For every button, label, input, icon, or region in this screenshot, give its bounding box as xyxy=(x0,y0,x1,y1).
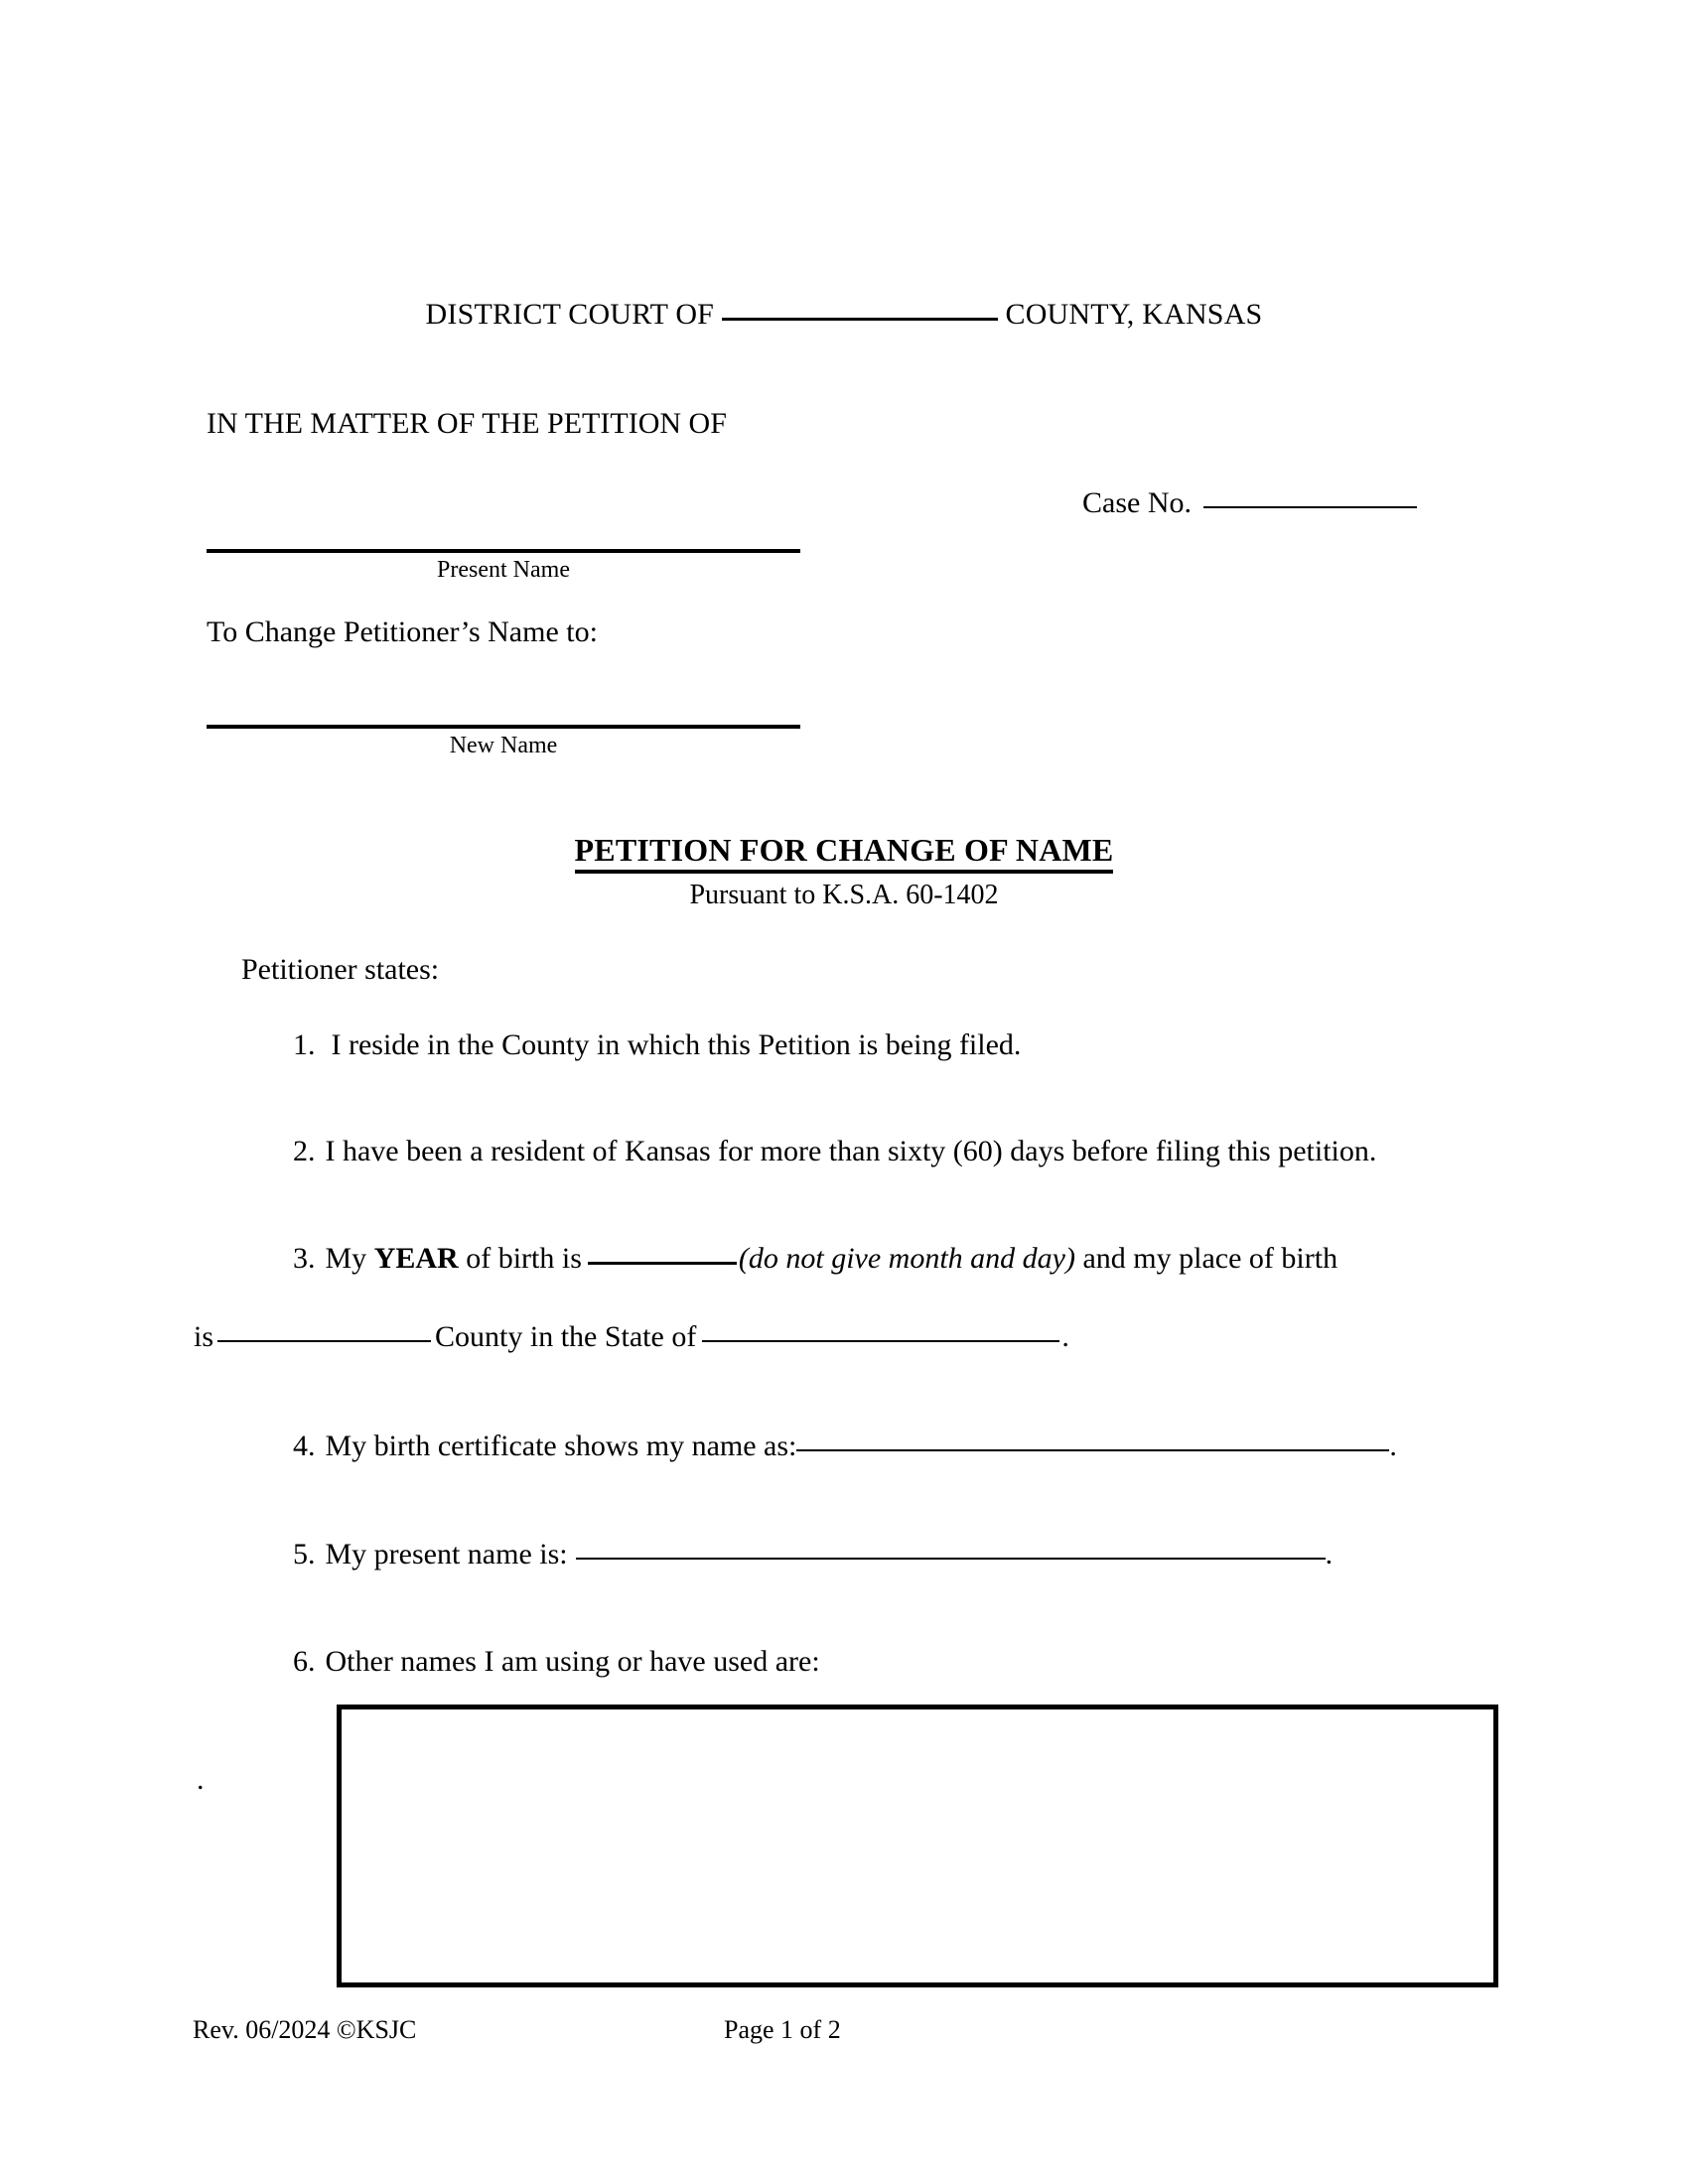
new-name-caption: New Name xyxy=(449,733,558,758)
list-item-4-text: My birth certificate shows my name as: xyxy=(325,1430,797,1462)
list-item-3-bold-year: YEAR xyxy=(373,1242,459,1275)
footer-revision: Rev. 06/2024 ©KSJC xyxy=(193,2015,417,2044)
court-heading-prefix: DISTRICT COURT OF xyxy=(425,298,715,331)
footer-page-number: Page 1 of 2 xyxy=(724,2015,841,2044)
list-item-5-number: 5. xyxy=(293,1538,316,1570)
stray-period-mark: . xyxy=(197,1763,205,1796)
new-name-input[interactable] xyxy=(207,725,800,729)
present-name-field-group xyxy=(207,549,800,583)
present-name-caption: Present Name xyxy=(437,557,570,583)
list-item-6-number: 6. xyxy=(293,1645,316,1678)
list-item-5-text: My present name is: xyxy=(325,1538,568,1570)
county-blank-field[interactable] xyxy=(722,318,998,321)
list-item-3-cont-county: County in the State of xyxy=(435,1320,697,1353)
list-item-2-number: 2. xyxy=(293,1135,316,1167)
court-heading-suffix: COUNTY, KANSAS xyxy=(1005,298,1263,331)
lead-in-text: Petitioner states: xyxy=(241,953,440,986)
case-number-label: Case No. xyxy=(1082,486,1192,519)
list-item-4 xyxy=(293,1430,1397,1463)
list-item-3 xyxy=(293,1242,1337,1276)
birth-county-input[interactable] xyxy=(217,1340,431,1342)
list-item-3-cont-is: is xyxy=(194,1320,214,1353)
page-title-text: PETITION FOR CHANGE OF NAME xyxy=(575,832,1114,874)
list-item-2-text: I have been a resident of Kansas for more than sixty (60) days before filing this petition. xyxy=(325,1135,1377,1167)
court-heading xyxy=(0,298,1688,332)
list-item-3-italic-note: (do not give month and day) xyxy=(738,1242,1075,1275)
case-number-field-group xyxy=(1082,486,1417,520)
case-number-input[interactable] xyxy=(1203,506,1417,508)
other-names-textarea[interactable] xyxy=(337,1705,1498,1987)
new-name-field-group xyxy=(207,725,800,758)
list-item-1-number: 1. xyxy=(293,1028,316,1061)
list-item-4-trailing: . xyxy=(1389,1430,1397,1462)
list-item-2 xyxy=(293,1135,1376,1168)
page-subtitle: Pursuant to K.S.A. 60-1402 xyxy=(689,880,999,910)
list-item-6 xyxy=(293,1645,820,1679)
birth-certificate-name-input[interactable] xyxy=(796,1449,1389,1451)
list-item-3-continuation xyxy=(194,1320,1069,1354)
list-item-3-cont-period: . xyxy=(1061,1320,1069,1353)
list-item-5-trailing: . xyxy=(1325,1538,1334,1570)
present-name-input[interactable] xyxy=(207,549,800,553)
matter-of-line: IN THE MATTER OF THE PETITION OF xyxy=(207,407,727,440)
list-item-3-number: 3. xyxy=(293,1242,316,1275)
list-item-6-text: Other names I am using or have used are: xyxy=(325,1645,820,1678)
list-item-1 xyxy=(293,1028,1021,1062)
list-item-5 xyxy=(293,1538,1333,1571)
list-item-1-text: I reside in the County in which this Petition is being filed. xyxy=(331,1028,1022,1061)
birth-state-input[interactable] xyxy=(702,1340,1059,1342)
present-name-statement-input[interactable] xyxy=(576,1558,1326,1560)
birth-year-input[interactable] xyxy=(588,1262,737,1265)
list-item-3-part-c: and my place of birth xyxy=(1082,1242,1338,1275)
list-item-3-part-b: of birth is xyxy=(466,1242,582,1275)
list-item-3-part-a: My xyxy=(325,1242,367,1275)
list-item-4-number: 4. xyxy=(293,1430,316,1462)
change-name-to-label: To Change Petitioner’s Name to: xyxy=(207,615,598,648)
page-title xyxy=(0,832,1688,874)
